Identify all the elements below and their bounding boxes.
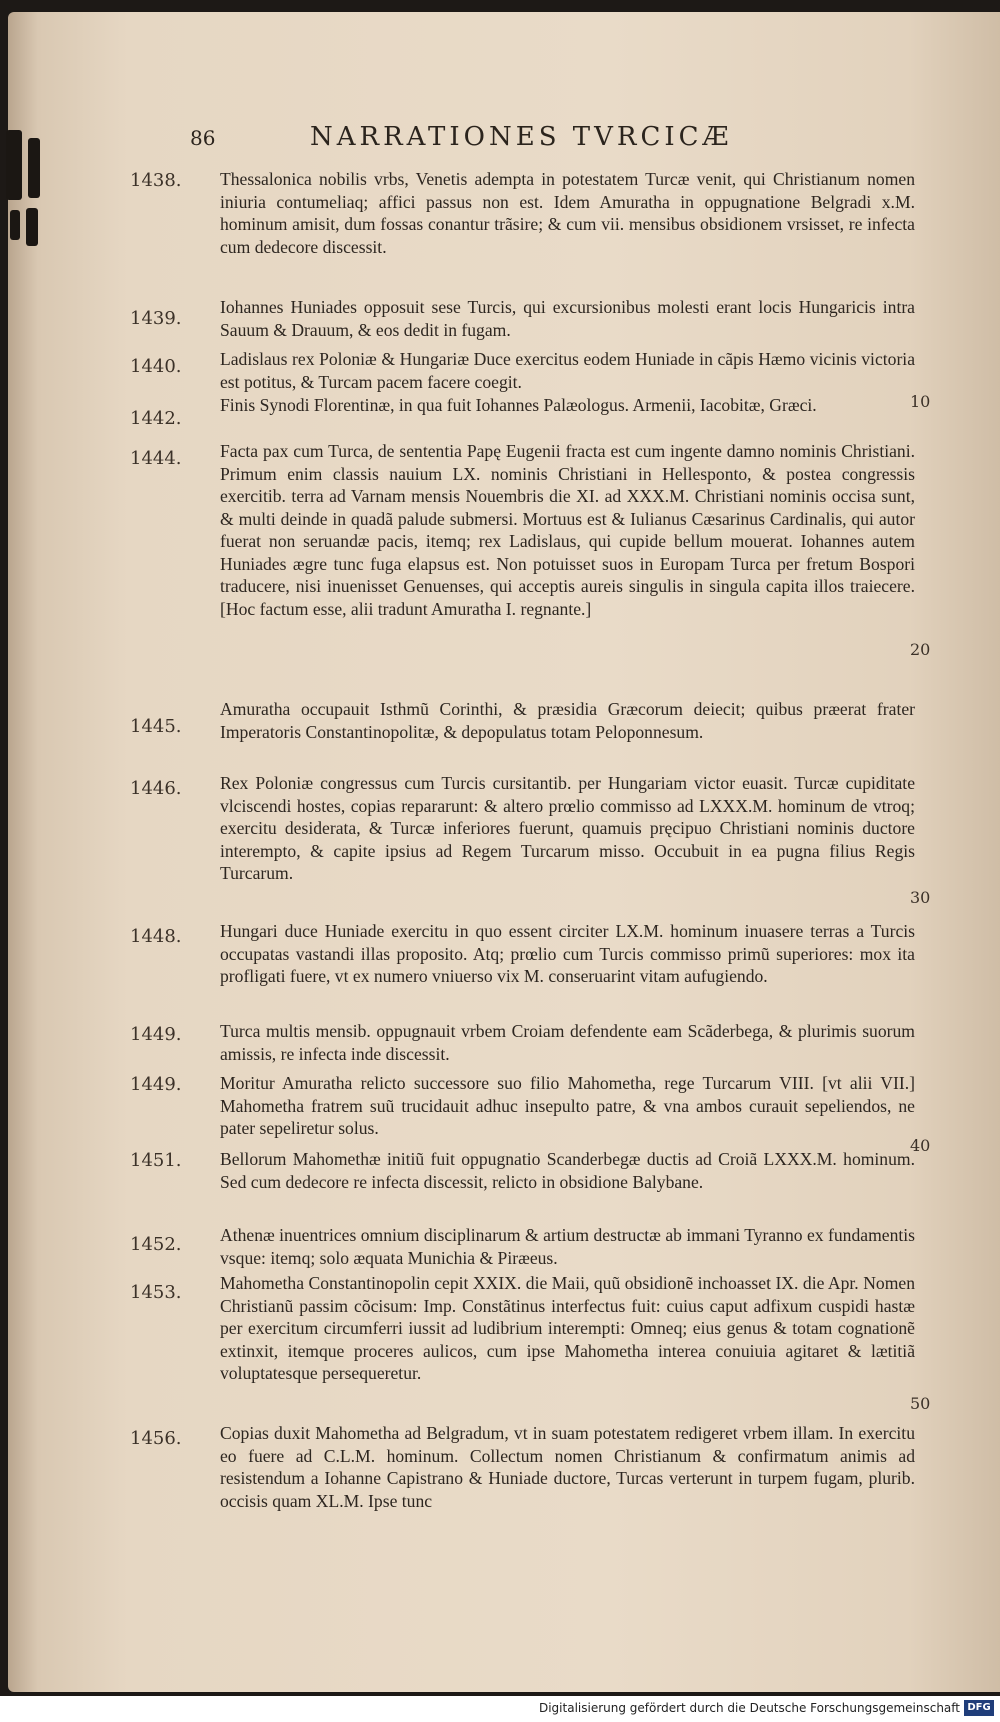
main-text — [130, 168, 920, 1568]
entry-text: Thessalonica nobilis vrbs, Venetis adempta in potestatem Turcæ venit, qui Christianum nomen iniuria contumeliaq; affici passus non est. Idem Amuratha in oppugnatione Belgradi x.M. hominum amisit, dum fossas conantur trãsire; & cum vii. mensibus obsidionem vrsisset, re infecta cum dedecore discessit. — [220, 169, 915, 257]
entry-text: Athenæ inuentrices omnium disciplinarum & artium destructæ ab immani Tyranno ex fundamentis vsque: itemq; solo æquata Munichia & Piræeus. — [220, 1225, 915, 1268]
footer-bar — [0, 1696, 1000, 1722]
running-title: NARRATIONES TVRCICÆ — [310, 122, 733, 152]
entry-year: 1439. — [130, 308, 182, 329]
entry-year: 1449. — [130, 1074, 182, 1095]
dfg-logo: DFG — [964, 1700, 994, 1716]
page-number: 86 — [190, 126, 216, 150]
page-header — [190, 122, 890, 158]
line-number: 40 — [910, 1136, 931, 1155]
line-number: 20 — [910, 640, 931, 659]
binding-mark — [28, 138, 40, 198]
entry-year: 1438. — [130, 170, 182, 191]
line-number: 50 — [910, 1394, 931, 1413]
entry-text: Ladislaus rex Poloniæ & Hungariæ Duce exercitus eodem Huniade in cãpis Hæmo vicinis victoria est potitus, & Turcam pacem facere coegit. — [220, 349, 915, 392]
binding-mark — [10, 210, 20, 240]
binding-mark — [26, 208, 38, 246]
entry-text: Iohannes Huniades opposuit sese Turcis, qui excursionibus molesti erant locis Hungaricis intra Sauum & Drauum, & eos dedit in fugam. — [220, 297, 915, 340]
line-number: 10 — [910, 392, 931, 411]
entry-text: Finis Synodi Florentinæ, in qua fuit Iohannes Palæologus. Armenii, Iacobitæ, Græci. — [220, 395, 817, 415]
binding-mark — [6, 130, 22, 200]
entry-year: 1456. — [130, 1428, 182, 1449]
entry-year: 1444. — [130, 448, 182, 469]
entry-year: 1448. — [130, 926, 182, 947]
entry-year: 1452. — [130, 1234, 182, 1255]
entry-year: 1446. — [130, 778, 182, 799]
entry-text: Facta pax cum Turca, de sententia Papę Eugenii fracta est cum ingente damno nominis Christiani. Primum enim classis nauium LX. nominis Christiani in Hellesponto, & postea congressis exercitib. terra ad Varnam mensis Nouembris die XI. ad XXX.M. Christiani nominis occisa sunt, & multi deinde in quadã palude submersi. Mortuus est & Iulianus Cæsarinus Cardinalis, qui autor fuerat non seruandæ pacis, itemq; rex Ladislaus, qui cupide bellum mouerat. Iohannes autem Huniades ægre tunc fuga elapsus est. Non potuisset suos in Europam Turca per fretum Bospori traducere, nisi inuenisset Genuenses, qui acceptis aureis singulis in singula capita illos traiecere. [Hoc factum esse, alii tradunt Amuratha I. regnante.] — [220, 441, 915, 619]
entry-text: Hungari duce Huniade exercitu in quo essent circiter LX.M. hominum inuasere terras a Turcis occupatas vastandi illas proposito. Atq; prœlio cum Turcis commisso primũ superiores: mox ita profligati fuere, vt ex numero vniuerso vix M. conseruarint vitam aufugiendo. — [220, 921, 915, 986]
entry-year: 1445. — [130, 716, 182, 737]
entry-year: 1451. — [130, 1150, 182, 1171]
entry-text: Mahometha Constantinopolin cepit XXIX. die Maii, quũ obsidionẽ inchoasset IX. die Apr. Nomen Christianũ passim cõcisum: Imp. Constãtinus interfectus fuit: cuius caput adfixum cuspidi hastæ per exercitum circumferri iussit ad ludibrium interempti: Omneq; eius genus & totam cognationẽ extinxit, itemque proceres aulicos, cum ipse Mahometha interea conuiuia agitaret & lætitiã voluptatesque persequeretur. — [220, 1273, 915, 1383]
binding-edge — [0, 90, 60, 260]
entry-text: Rex Poloniæ congressus cum Turcis cursitantib. per Hungariam victor euasit. Turcæ cupiditate vlciscendi hostes, copias repararunt: & altero prœlio commisso ad LXXX.M. hominum de vtroq; exercitu desiderata, & Turcæ inferiores fuerunt, quamuis pręcipuo Christiani nominis ductore interempto, & capite ipsius ad Regem Turcarum misso. Occubuit in ea pugna filius Regis Turcarum. — [220, 773, 915, 883]
entry-year: 1440. — [130, 356, 182, 377]
entry-text: Copias duxit Mahometha ad Belgradum, vt in suam potestatem redigeret vrbem illam. In exercitu eo fuere ad C.L.M. hominum. Collectum nomen Christianum & confirmatum animis ad resistendum a Iohanne Capistrano & Huniade ductore, Turcas verterunt in turpem fugam, plurib. occisis quam XL.M. Ipse tunc — [220, 1423, 915, 1511]
entry-text: Moritur Amuratha relicto successore suo filio Mahometha, rege Turcarum VIII. [vt alii VII.] Mahometha fratrem suũ trucidauit adhuc insepulto patre, & vna ambos curauit sepeliendos, ne pater sepeliretur solus. — [220, 1073, 915, 1138]
line-number: 30 — [910, 888, 931, 907]
entry-text: Amuratha occupauit Isthmũ Corinthi, & præsidia Græcorum deiecit; quibus præerat frater Imperatoris Constantinopolitæ, & depopulatus totam Peloponnesum. — [220, 699, 915, 742]
entry-text: Bellorum Mahomethæ initiũ fuit oppugnatio Scanderbegæ ductis ad Croiã LXXX.M. hominum. Sed cum dedecore re infecta discessit, relicto in obsidione Balybane. — [220, 1149, 915, 1192]
entry-year: 1453. — [130, 1282, 182, 1303]
funding-notice: Digitalisierung gefördert durch die Deutsche Forschungsgemeinschaft — [538, 1701, 960, 1715]
entry-year: 1442. — [130, 408, 182, 429]
entry-text: Turca multis mensib. oppugnauit vrbem Croiam defendente eam Scãderbega, & plurimis suorum amissis, re infecta inde discessit. — [220, 1021, 915, 1064]
entry-year: 1449. — [130, 1024, 182, 1045]
